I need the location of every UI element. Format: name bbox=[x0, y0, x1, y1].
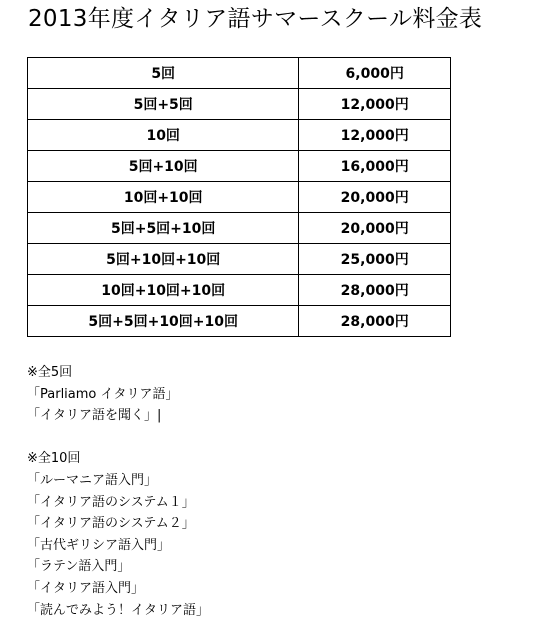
course-cell: 10回+10回+10回 bbox=[28, 275, 299, 306]
price-cell: 28,000円 bbox=[299, 306, 451, 337]
price-cell: 20,000円 bbox=[299, 213, 451, 244]
price-cell: 20,000円 bbox=[299, 182, 451, 213]
course-list-item: 「古代ギリシア語入門」 bbox=[27, 537, 171, 553]
price-cell: 28,000円 bbox=[299, 275, 451, 306]
course-cell: 10回+10回 bbox=[28, 182, 299, 213]
course-cell: 10回 bbox=[28, 120, 299, 151]
price-cell: 12,000円 bbox=[299, 120, 451, 151]
course-list-item: 「Parliamo イタリア語」 bbox=[27, 386, 179, 402]
course-cell: 5回+5回+10回 bbox=[28, 213, 299, 244]
course-cell: 5回+5回 bbox=[28, 89, 299, 120]
spacer bbox=[27, 427, 209, 449]
table-row bbox=[28, 244, 451, 275]
course-cell: 5回+10回+10回 bbox=[28, 244, 299, 275]
price-cell: 12,000円 bbox=[299, 89, 451, 120]
ten-session-heading: ※全10回 bbox=[27, 451, 81, 467]
table-row bbox=[28, 213, 451, 244]
course-list-item: 「イタリア語のシステム２」 bbox=[27, 516, 195, 532]
table-row bbox=[28, 58, 451, 89]
course-notes bbox=[27, 362, 209, 621]
price-table bbox=[27, 57, 451, 337]
course-list-item: 「ラテン語入門」 bbox=[27, 559, 131, 575]
course-cell: 5回+5回+10回+10回 bbox=[28, 306, 299, 337]
table-row bbox=[28, 151, 451, 182]
course-list-item: 「読んでみよう！イタリア語」 bbox=[27, 602, 210, 618]
price-cell: 25,000円 bbox=[299, 244, 451, 275]
course-list-item: 「イタリア語を聞く」| bbox=[27, 408, 162, 424]
table-row bbox=[28, 120, 451, 151]
course-list-item: 「ルーマニア語入門」 bbox=[27, 472, 158, 488]
course-cell: 5回 bbox=[28, 58, 299, 89]
price-cell: 16,000円 bbox=[299, 151, 451, 182]
table-row bbox=[28, 275, 451, 306]
page-title: 2013年度イタリア語サマースクール料金表 bbox=[28, 6, 483, 32]
table-row bbox=[28, 89, 451, 120]
table-row bbox=[28, 306, 451, 337]
price-cell: 6,000円 bbox=[299, 58, 451, 89]
table-row bbox=[28, 182, 451, 213]
course-list-item: 「イタリア語のシステム１」 bbox=[27, 494, 195, 510]
five-session-heading: ※全5回 bbox=[27, 365, 73, 380]
course-cell: 5回+10回 bbox=[28, 151, 299, 182]
course-list-item: 「イタリア語入門」 bbox=[27, 580, 145, 596]
